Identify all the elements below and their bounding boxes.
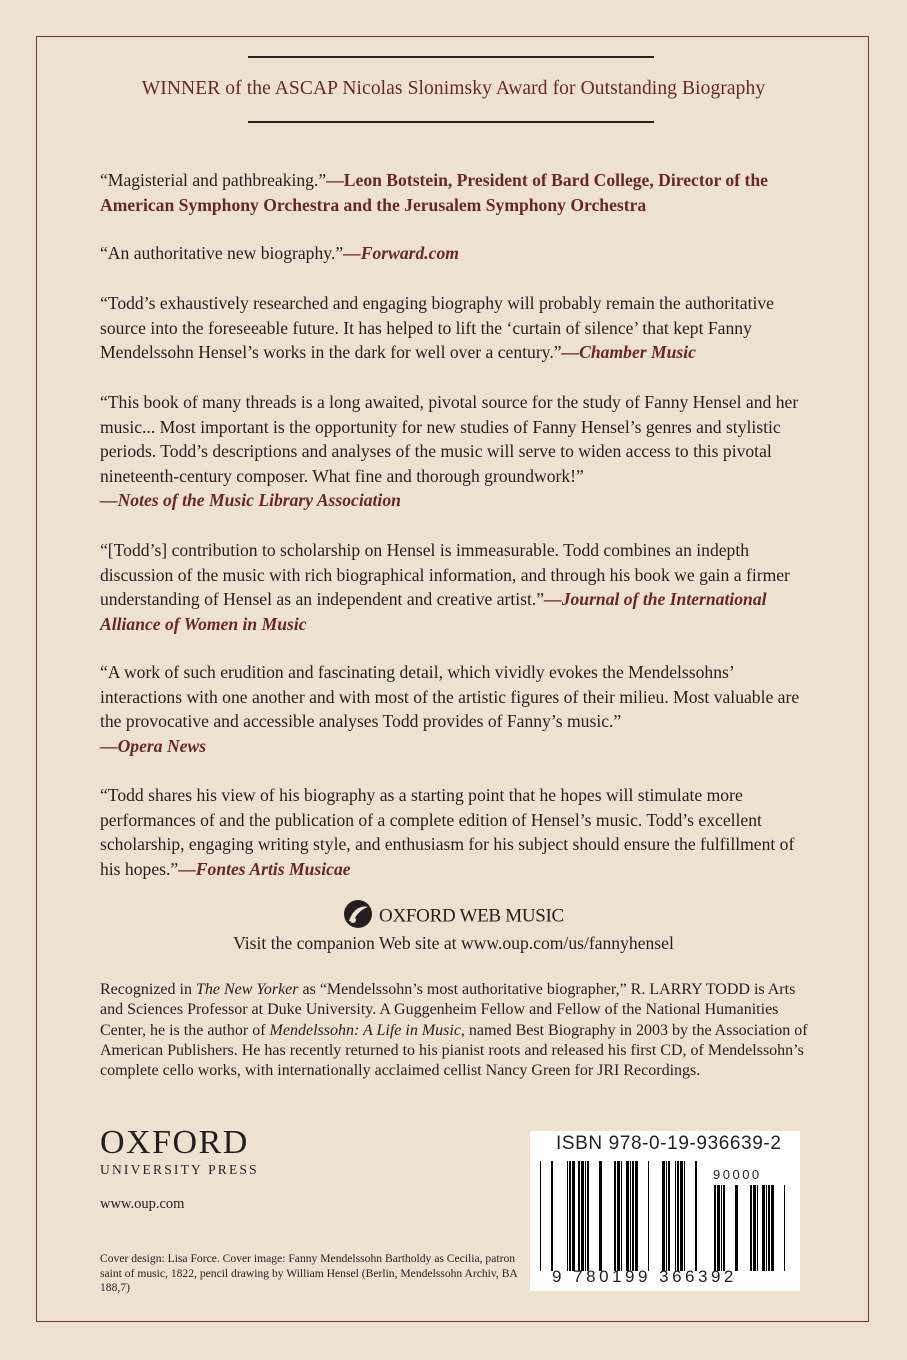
quote-opera-news: “A work of such erudition and fascinating detail, which vividly evokes the Mendelssohns’ interactions with one another and with most of the artistic figures of their milieu. Most valuable are the provocative and accessible analyses Todd provides of Fanny’s music.” —Opera News xyxy=(100,662,800,756)
oxford-logo: OXFORD xyxy=(100,1124,249,1161)
price-code: 90000 xyxy=(713,1167,762,1182)
barcode-digits: 9 780199 366392 xyxy=(552,1267,737,1286)
award-rule xyxy=(248,121,654,123)
quote-journal: “[Todd’s] contribution to scholarship on Hensel is immeasurable. Todd combines an indepth discussion of the music with rich biographical information, and through his book we gain a firmer understanding of Hensel as an independent and creative artist.”—Journal of the International Alliance of Women in Music xyxy=(100,540,790,634)
isbn: ISBN 978-0-19-936639-2 xyxy=(556,1133,782,1154)
quote-notes: “This book of many threads is a long awaited, pivotal source for the study of Fanny Hensel and her music... Most important is the opportunity for new studies of Fanny Hensel’s genres and stylistic periods. Todd’s descriptions and analyses of the music will serve to widen access to this pivotal nineteenth-century composer. What fine and thorough groundwork!” —Notes of the Music Library Association xyxy=(100,392,799,511)
quote-chamber-music: “Todd’s exhaustively researched and engaging biography will probably remain the authoritative source into the foreseeable future. It has helped to lift the ‘curtain of silence’ that kept Fanny Mendelssohn Hensel’s works in the dark for well over a century.”—Chamber Music xyxy=(100,293,774,363)
top-rule xyxy=(248,56,654,58)
cover-credit: Cover design: Lisa Force. Cover image: Fanny Mendelssohn Bartholdy as Cecilia, patron saint of music, 1822, pencil drawing by William Hensel (Berlin, Mendelssohn Archiv, BA 188,7) xyxy=(100,1252,518,1295)
author-bio: Recognized in The New Yorker as “Mendelssohn’s most authoritative biographer,” R. LARRY TODD is Arts and Sciences Professor at Duke University. A Guggenheim Fellow and Fellow of the National Humanities Center, he is the author of Mendelssohn: A Life in Music, named Best Biography in 2003 by the Association of American Publishers. He has recently returned to his pianist roots and released his first CD, of Mendelssohn’s complete cello works, with internationally acclaimed cellist Nancy Green for JRI Recordings. xyxy=(100,981,808,1080)
award-line: WINNER of the ASCAP Nicolas Slonimsky Award for Outstanding Biography xyxy=(141,78,766,99)
oxford-web-music-icon xyxy=(343,899,373,935)
oxford-web-music: OXFORD WEB MUSIC xyxy=(0,899,907,935)
publisher-website: www.oup.com xyxy=(100,1196,185,1212)
quote-botstein: “Magisterial and pathbreaking.”—Leon Botstein, President of Bard College, Director of the American Symphony Orchestra and the Jerusalem Symphony Orchestra xyxy=(100,170,768,215)
university-press: UNIVERSITY PRESS xyxy=(100,1162,259,1177)
companion-website: Visit the companion Web site at www.oup.com/us/fannyhensel xyxy=(233,933,674,953)
quote-fontes: “Todd shares his view of his biography as a starting point that he hopes will stimulate more performances of and the publication of a complete edition of Hensel’s music. Todd’s excellent scholarship, engaging writing style, and enthusiasm for his subject should ensure the fulfillment of his hopes.”—Fontes Artis Musicae xyxy=(100,785,795,879)
barcode xyxy=(530,1131,800,1291)
quote-forward: “An authoritative new biography.”—Forward.com xyxy=(100,243,459,263)
